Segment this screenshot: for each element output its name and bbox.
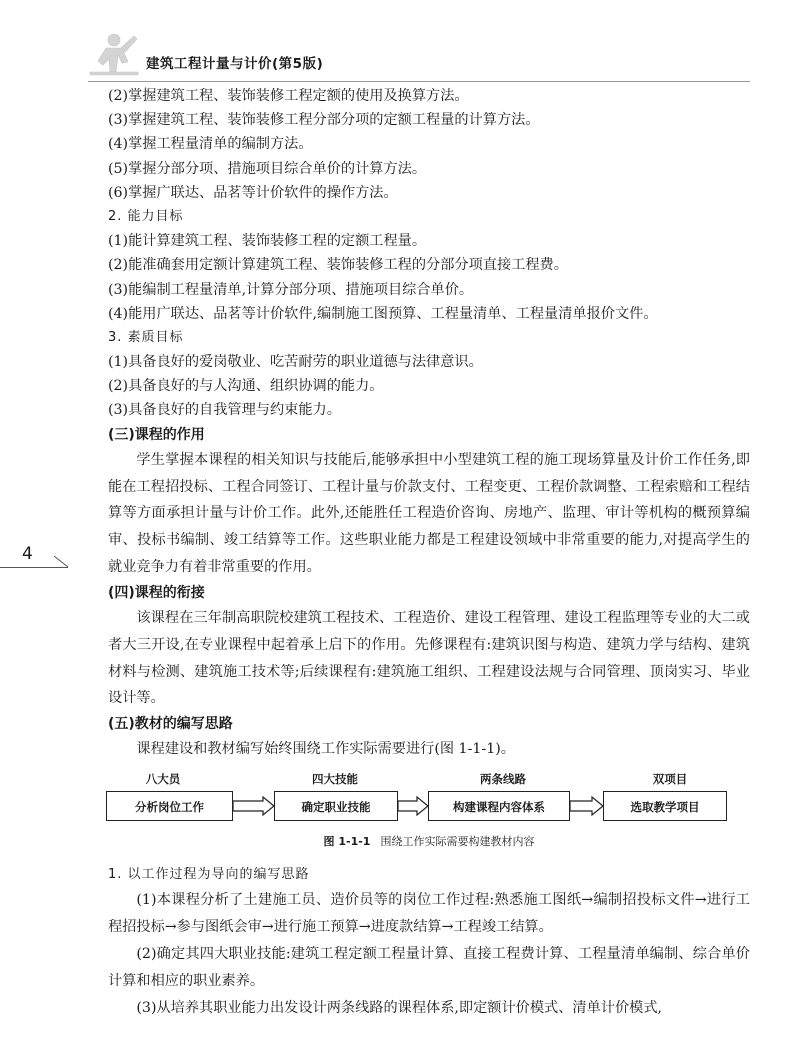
stage-label: 八大员 bbox=[145, 772, 181, 787]
figure-1-1-1 bbox=[108, 767, 750, 863]
knowledge-item: (3)掌握建筑工程、装饰装修工程分部分项的定额工程量的计算方法。 bbox=[108, 112, 540, 129]
figure-caption bbox=[108, 833, 750, 849]
header-divider bbox=[88, 81, 750, 82]
figure-caption-number: 图 1-1-1 bbox=[323, 835, 371, 849]
section-paragraph-connection: 该课程在三年制高职院校建筑工程技术、工程造价、建设工程管理、建设工程监理等专业的大二或者大三开设,在专业课程中起着承上启下的作用。先修课程有:建筑识图与构造、建筑力学与结构、建筑材料与检测、建筑施工技术等;后续课程有:建筑施工组织、工程建设法规与合同管理、顶岗实习、毕业设计等。 bbox=[108, 609, 750, 707]
page-body bbox=[108, 84, 750, 1021]
approach-paragraph: (2)确定其四大职业技能:建筑工程定额工程量计算、直接工程费计算、工程量清单编制、综合单价计算和相应的职业素养。 bbox=[108, 945, 750, 989]
running-header-title: 建筑工程计量与计价(第5版) bbox=[146, 56, 324, 72]
stage-box: 选取教学项目 bbox=[603, 791, 727, 821]
flow-arrow-icon bbox=[233, 797, 274, 815]
quality-item: (2)具备良好的与人沟通、组织协调的能力。 bbox=[108, 378, 384, 395]
ability-heading: 2. 能力目标 bbox=[108, 208, 184, 224]
knowledge-item: (5)掌握分部分项、措施项目综合单价的计算方法。 bbox=[108, 160, 427, 177]
stage-label: 两条线路 bbox=[480, 772, 526, 787]
stage-label: 双项目 bbox=[652, 772, 688, 787]
flow-arrow-icon bbox=[398, 797, 428, 815]
quality-item: (3)具备良好的自我管理与约束能力。 bbox=[108, 402, 341, 419]
approach-paragraph: (3)从培养其职业能力出发设计两条线路的课程体系,即定额计价模式、清单计价模式, bbox=[136, 999, 663, 1016]
margin-tick-decoration bbox=[54, 556, 70, 568]
knowledge-item: (2)掌握建筑工程、装饰装修工程定额的使用及换算方法。 bbox=[108, 88, 469, 104]
quality-heading: 3. 素质目标 bbox=[108, 329, 184, 345]
section-heading-connection: (四)课程的衔接 bbox=[108, 584, 205, 601]
section-heading-approach: (五)教材的编写思路 bbox=[108, 716, 233, 733]
section-paragraph-role: 学生掌握本课程的相关知识与技能后,能够承担中小型建筑工程的施工现场算量及计价工作任务,即能在工程招投标、工程合同签订、工程计量与价款支付、工程变更、工程价款调整、工程索赔和工程结算等方面承担计量与计价工作。此外,还能胜任工程造价咨询、房地产、监理、审计等机构的概预算编审、投标书编制、竣工结算等工作。这些职业能力都是工程建设领域中非常重要的能力,对提高学生的就业竞争力有着非常重要的作用。 bbox=[108, 451, 750, 575]
page-number: 4 bbox=[22, 544, 33, 564]
ability-item: (4)能用广联达、品茗等计价软件,编制施工图预算、工程量清单、工程量清单报价文件。 bbox=[108, 305, 658, 322]
flow-arrow-icon bbox=[570, 797, 603, 815]
stage-label: 四大技能 bbox=[312, 772, 358, 787]
approach-paragraph: (1)本课程分析了土建施工员、造价员等的岗位工作过程:熟悉施工图纸→编制招投标文件→进行工程招投标→参与图纸会审→进行施工预算→进度款结算→工程竣工结算。 bbox=[108, 892, 750, 936]
worker-logo-icon bbox=[88, 32, 140, 76]
approach-heading: 1. 以工作过程为导向的编写思路 bbox=[108, 867, 310, 883]
stage-box: 构建课程内容体系 bbox=[428, 791, 570, 821]
section-heading-role: (三)课程的作用 bbox=[108, 426, 205, 443]
knowledge-item: (6)掌握广联达、品茗等计价软件的操作方法。 bbox=[108, 184, 398, 201]
ability-item: (1)能计算建筑工程、装饰装修工程的定额工程量。 bbox=[108, 233, 427, 250]
ability-item: (3)能编制工程量清单,计算分部分项、措施项目综合单价。 bbox=[108, 281, 474, 298]
knowledge-item: (4)掌握工程量清单的编制方法。 bbox=[108, 136, 313, 153]
ability-item: (2)能准确套用定额计算建筑工程、装饰装修工程的分部分项直接工程费。 bbox=[108, 257, 568, 274]
quality-item: (1)具备良好的爱岗敬业、吃苦耐劳的职业道德与法律意识。 bbox=[108, 354, 483, 371]
stage-box: 确定职业技能 bbox=[274, 791, 398, 821]
stage-box: 分析岗位工作 bbox=[106, 791, 233, 821]
figure-caption-text: 围绕工作实际需要构建教材内容 bbox=[380, 835, 535, 849]
section-intro-approach: 课程建设和教材编写始终围绕工作实际需要进行(图 1-1-1)。 bbox=[136, 741, 515, 758]
